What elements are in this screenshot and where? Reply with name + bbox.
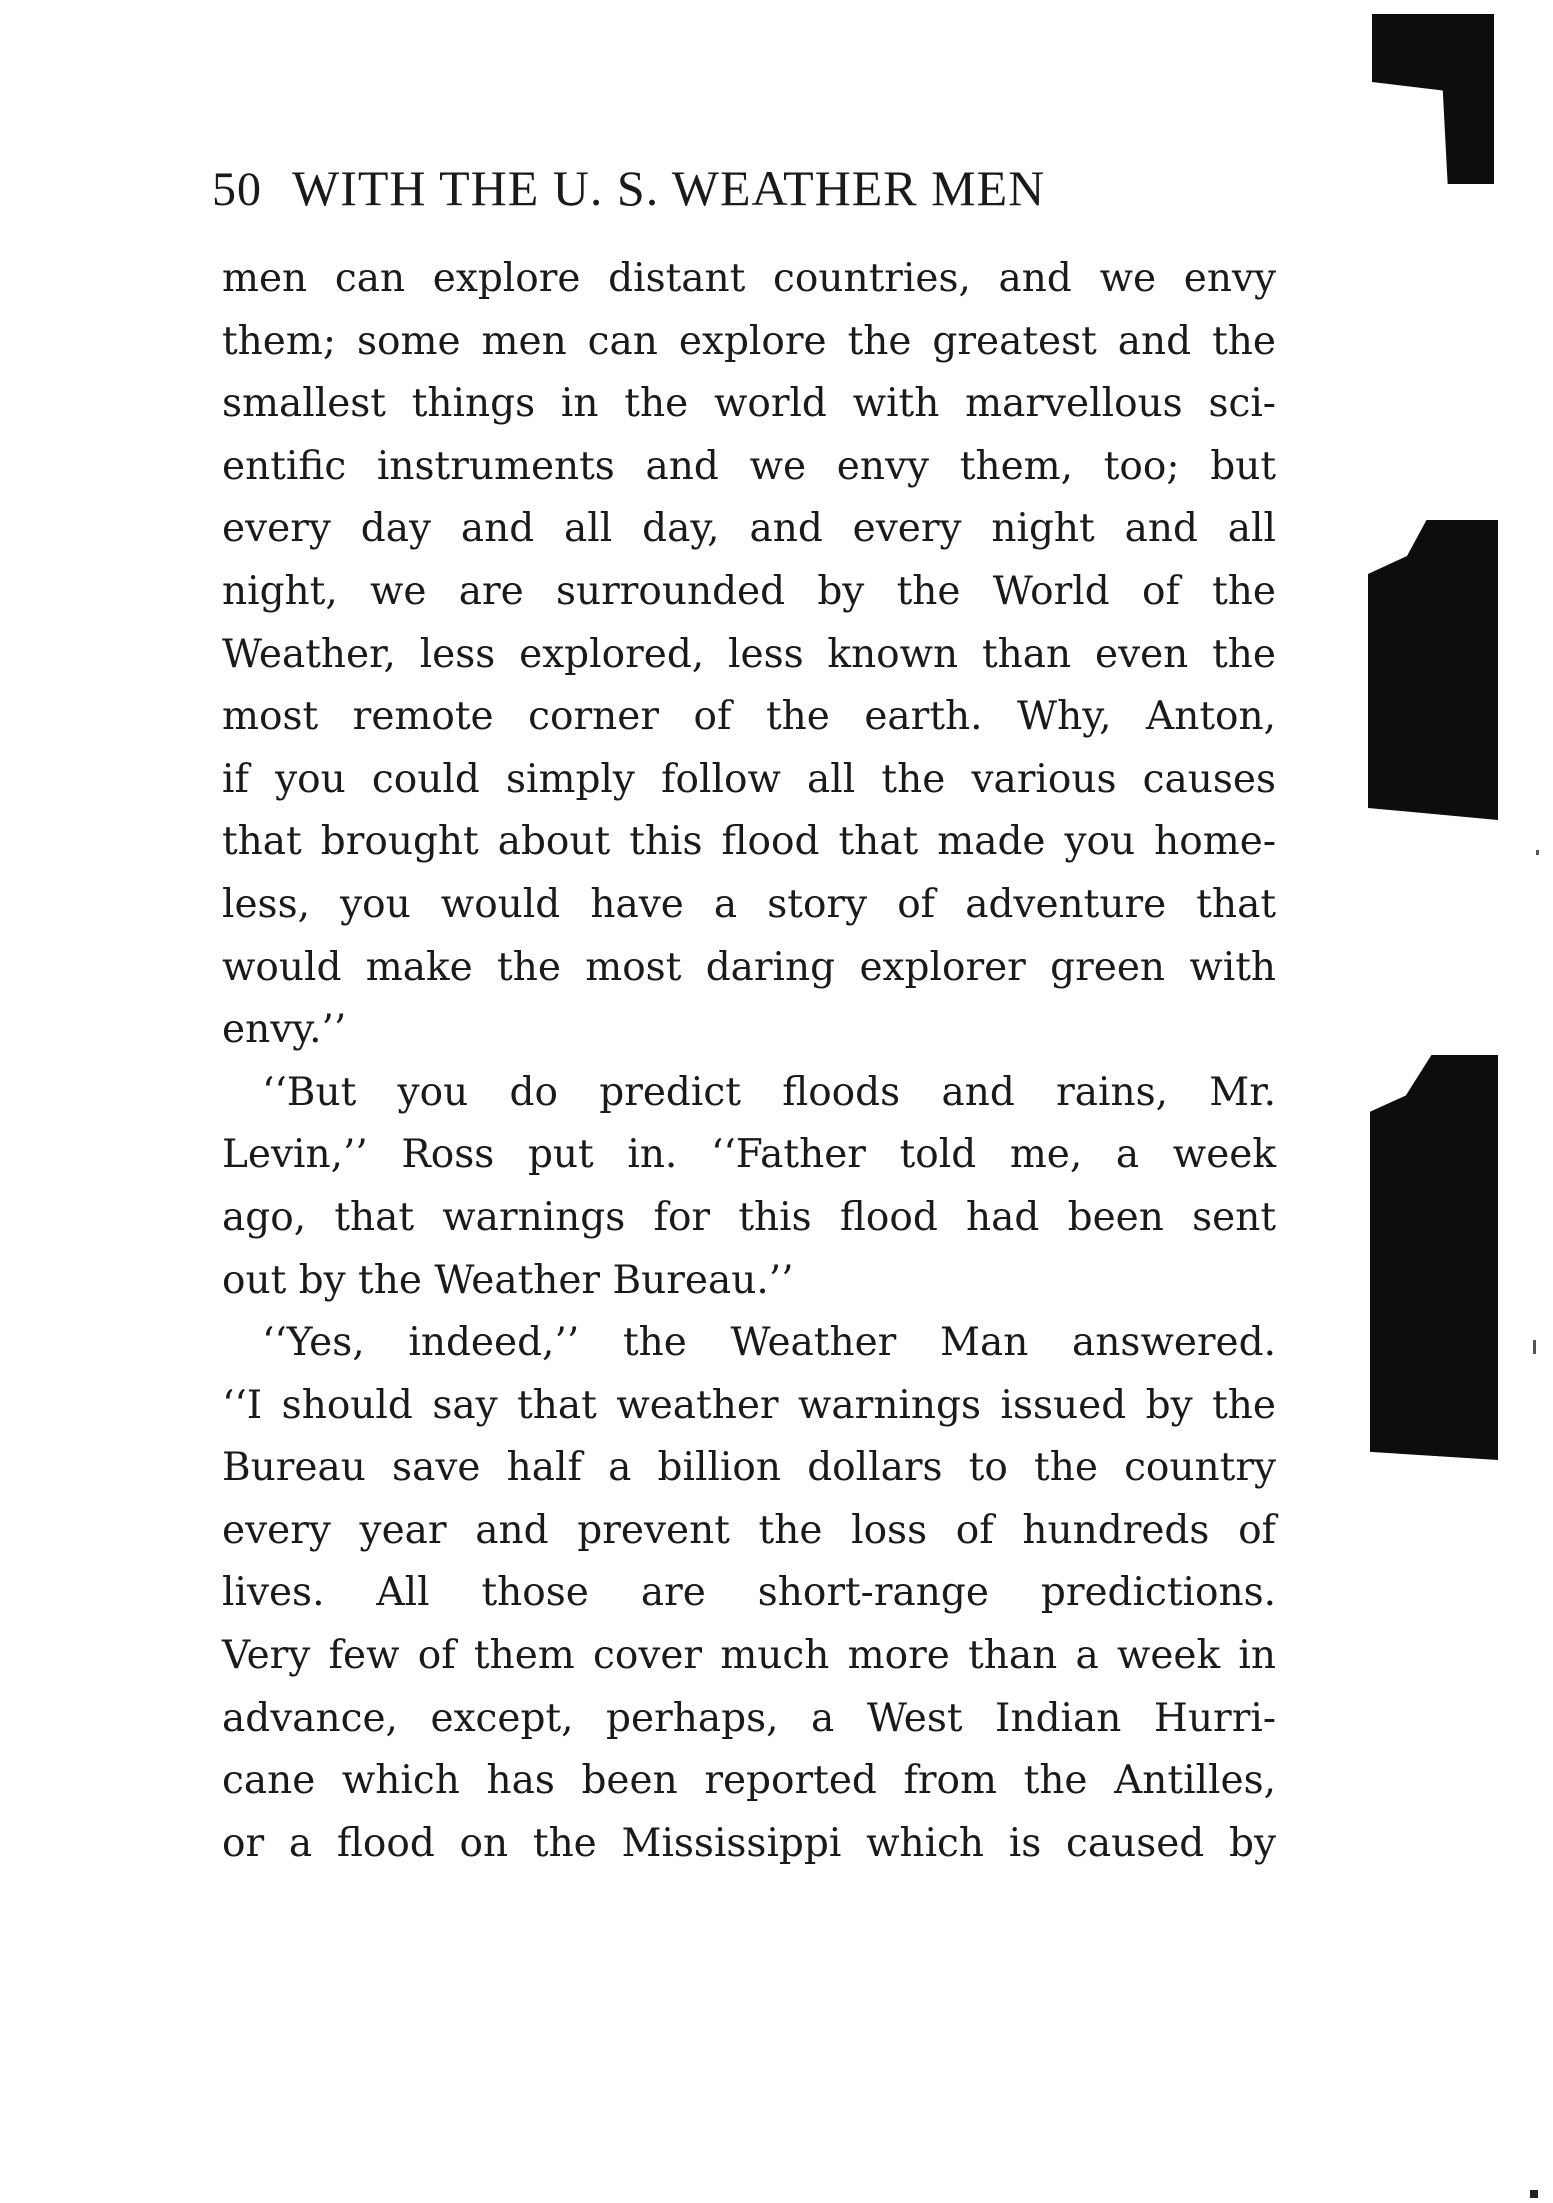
page-number: 50	[212, 163, 262, 216]
scan-speck	[1533, 1340, 1536, 1354]
scan-artifact-middle	[1368, 520, 1498, 820]
text-line: Weather, less explored, less known than even the	[222, 631, 1276, 677]
text-line: Levin,’’ Ross put in. ‘‘Father told me, a week	[222, 1132, 1276, 1178]
text-line: or a flood on the Mississippi which is caused by	[222, 1820, 1276, 1866]
text-line: advance, except, perhaps, a West Indian Hurri-	[222, 1695, 1276, 1741]
text-line: ‘‘But you do predict floods and rains, Mr.	[262, 1069, 1276, 1115]
text-line: that brought about this flood that made you home-	[222, 819, 1276, 865]
text-line: lives. All those are short-range predictions.	[222, 1570, 1276, 1616]
body-text	[222, 248, 1276, 1875]
text-line: if you could simply follow all the various causes	[222, 756, 1276, 802]
text-line: ago, that warnings for this flood had been sent	[222, 1194, 1276, 1240]
scan-artifact-top	[1372, 14, 1494, 184]
text-line: ‘‘I should say that weather warnings issued by the	[222, 1382, 1276, 1428]
text-line: entific instruments and we envy them, too; but	[222, 443, 1276, 489]
text-line: every day and all day, and every night and all	[222, 506, 1276, 552]
text-line: Very few of them cover much more than a week in	[222, 1633, 1276, 1679]
text-line: envy.’’	[222, 1007, 347, 1053]
text-line: night, we are surrounded by the World of the	[222, 568, 1276, 614]
text-line: most remote corner of the earth. Why, Anton,	[222, 694, 1276, 740]
text-line: them; some men can explore the greatest and the	[222, 318, 1276, 364]
scan-artifact-lower	[1370, 1055, 1498, 1460]
scan-speck	[1530, 2190, 1538, 2198]
text-line: every year and prevent the loss of hundreds of	[222, 1507, 1276, 1553]
text-line: cane which has been reported from the Antilles,	[222, 1758, 1276, 1804]
running-head	[212, 158, 1282, 218]
running-title: WITH THE U. S. WEATHER MEN	[292, 160, 1046, 216]
scan-speck	[1536, 850, 1539, 855]
text-line: ‘‘Yes, indeed,’’ the Weather Man answered.	[262, 1320, 1276, 1366]
text-line: less, you would have a story of adventure that	[222, 881, 1276, 927]
text-line: smallest things in the world with marvellous sci-	[222, 381, 1276, 427]
text-line: men can explore distant countries, and we envy	[222, 256, 1276, 301]
text-line: would make the most daring explorer green with	[222, 944, 1276, 990]
text-line: Bureau save half a billion dollars to the country	[222, 1445, 1276, 1491]
text-line: out by the Weather Bureau.’’	[222, 1257, 794, 1303]
